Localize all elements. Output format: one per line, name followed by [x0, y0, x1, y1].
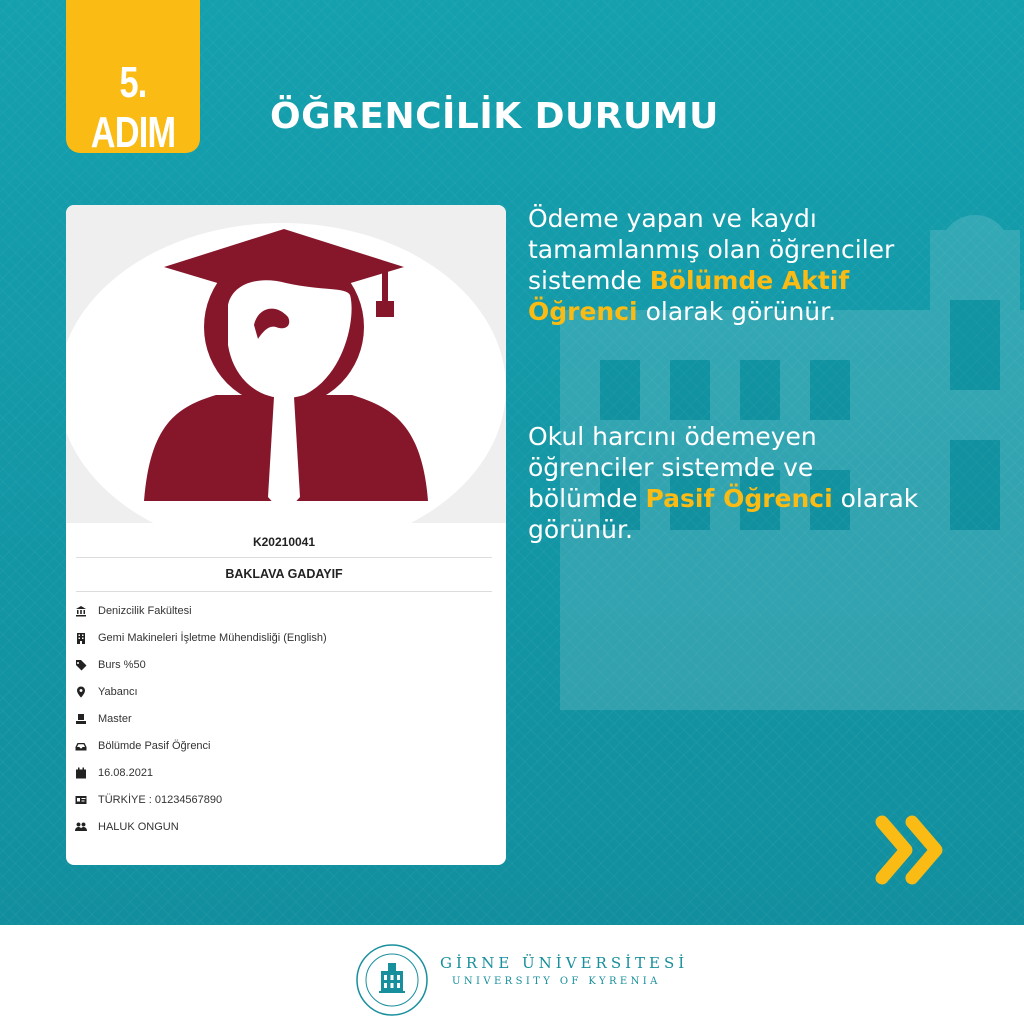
detail-row-department [74, 624, 494, 651]
active-student-description [528, 203, 928, 327]
detail-text: Burs %50 [98, 658, 146, 671]
users-icon [74, 820, 88, 834]
description-text: olarak görünür. [528, 484, 919, 544]
detail-row-degree [74, 705, 494, 732]
detail-row-advisor [74, 813, 494, 840]
graduate-avatar-icon [136, 225, 436, 515]
detail-text: Yabancı [98, 685, 138, 698]
detail-row-nationality [74, 678, 494, 705]
detail-row-faculty [74, 597, 494, 624]
university-name-en: UNIVERSITY OF KYRENIA [452, 976, 661, 987]
inbox-icon [74, 739, 88, 753]
next-arrows-icon[interactable] [872, 812, 952, 892]
calendar-icon [74, 766, 88, 780]
faculty-icon [74, 604, 88, 618]
detail-text: HALUK ONGUN [98, 820, 179, 833]
location-pin-icon [74, 685, 88, 699]
student-id: K20210041 [76, 535, 492, 558]
step-badge [66, 0, 200, 157]
step-label: 5. ADIM [90, 58, 176, 157]
detail-text: Gemi Makineleri İşletme Mühendisliği (English) [98, 631, 327, 644]
detail-row-status [74, 732, 494, 759]
detail-text: 16.08.2021 [98, 766, 154, 779]
student-details-list [74, 597, 494, 840]
id-card-icon [74, 793, 88, 807]
passive-student-description [528, 421, 928, 545]
tag-icon [74, 658, 88, 672]
student-name: BAKLAVA GADAYIF [76, 567, 492, 592]
detail-text: TÜRKİYE : 01234567890 [98, 793, 223, 806]
footer [0, 925, 1024, 1024]
page-title: ÖĞRENCİLİK DURUMU [270, 96, 719, 137]
university-name-tr: GİRNE ÜNİVERSİTESİ [440, 954, 689, 972]
graduation-icon [74, 712, 88, 726]
detail-row-date [74, 759, 494, 786]
detail-row-identity [74, 786, 494, 813]
detail-text: Bölümde Pasif Öğrenci [98, 739, 211, 752]
active-status-highlight: Bölümde Aktif Öğrenci [528, 266, 850, 326]
avatar-area [66, 205, 506, 523]
detail-row-scholarship [74, 651, 494, 678]
description-text: olarak görünür. [637, 297, 837, 326]
university-seal-logo [355, 943, 429, 1017]
passive-status-highlight: Pasif Öğrenci [645, 484, 833, 513]
description-text: Okul harcını ödemeyen öğrenciler sistemde ve bölümde [528, 422, 817, 513]
description-text: Ödeme yapan ve kaydı tamamlanmış olan öğrenciler sistemde [528, 204, 895, 295]
detail-text: Master [98, 712, 132, 725]
detail-text: Denizcilik Fakültesi [98, 604, 192, 617]
student-profile-card [66, 205, 506, 865]
building-icon [74, 631, 88, 645]
